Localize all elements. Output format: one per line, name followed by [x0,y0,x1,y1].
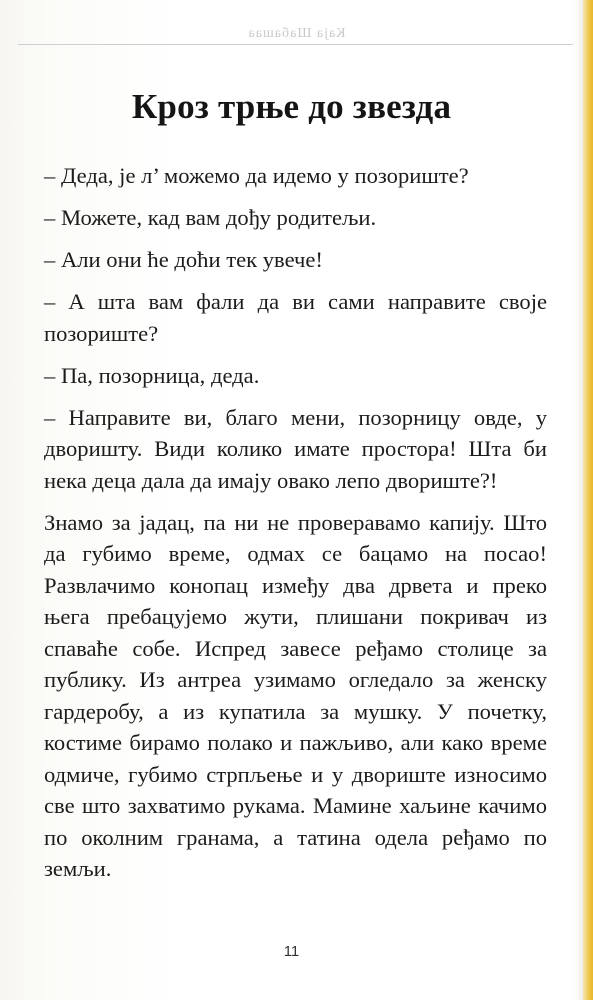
running-head [0,16,593,56]
chapter-title: Кроз трње до звезда [131,87,452,126]
page-number: 11 [283,943,300,960]
dialogue-line: – А шта вам фали да ви сами направите своје позориште? [44,289,547,346]
running-head-bleed-text: Каја Шабашаа [247,26,346,41]
dialogue-line: – Па, позорница, деда. [44,362,260,388]
dialogue-line: – Деда, је л’ можемо да идемо у позориште? [44,163,469,188]
dialogue-line: – Направите ви, благо мени, позорницу овде, у дворишту. Види колико имате простора! Шта би нека деца дала да имају овако лепо двориште?! [44,404,547,493]
chapter-body [44,160,547,895]
narrative-paragraph: Знамо за јадац, па ни не проверавамо капију. Што да губимо време, одмах се бацамо на посао! Развлачимо конопац између два дрвета и преко њега пребацујемо жути, плишани покривач из спаваће собе. Испред завесе ређамо столице за публику. Из антреа узимамо огледало за женску гардеробу, а из купатила за мушку. У почетку, костиме бирамо полако и пажљиво, али како време одмиче, губимо стрпљење и у двориште износимо све што захватимо рукама. Мамине хаљине качимо по околним гранама, а татина одела ређамо по земљи. [44,509,547,881]
dialogue-line: – Можете, кад вам дођу родитељи. [44,205,377,230]
dialogue-line: – Али они ће доћи тек увече! [44,247,323,272]
running-head-rule [18,44,573,45]
page-edge-band [583,0,593,1000]
